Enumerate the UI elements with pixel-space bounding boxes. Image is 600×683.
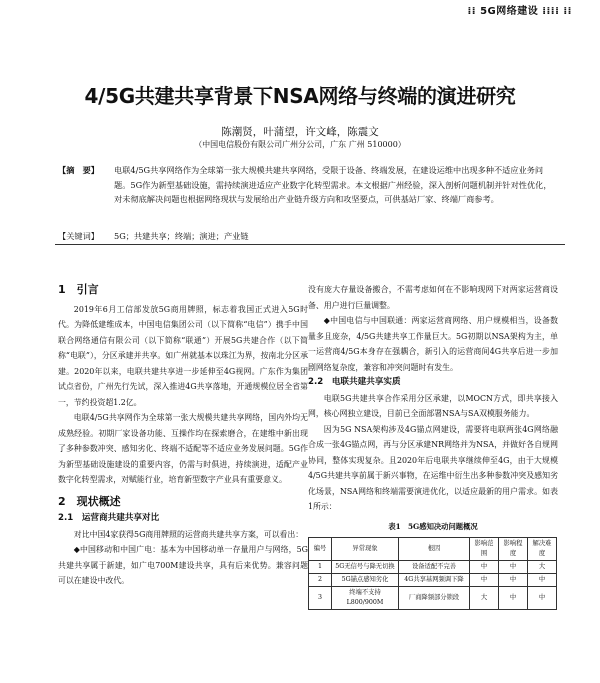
table-cell: 中 (470, 574, 499, 587)
table-cell: 1 (309, 561, 332, 574)
table-header-cell: 解决难度 (528, 538, 557, 561)
section-heading-intro: 1 引言 (58, 283, 99, 296)
abstract-text: 电联4/5G共享网络作为全球第一张大规模共建共享网络，受限于设备、终端发展，在建设运维中出现多种不适应业务问题。5G作为新型基础设施，需持续演进适应产业数字化转型需求。本文根据广州经验，深入剖析问题机制并针对性优化，对未彻底解决问题也根据网络现状与发展给出产业链升级方向和攻坚要点，可供基站厂家、终端厂商参考。 (114, 165, 552, 205)
table-caption: 表1 5G感知决动问题概况 (388, 521, 478, 531)
abstract-rule (55, 244, 565, 245)
paragraph: 因为5G NSA架构涉及4G锚点网建设，需要将电联两张4G网络融合成一张4G锚点网，再与分区承建NR网络并为NSA，并做好各自规网协同，整体实现复杂。且2020年后电联共享继续伸至4G，由于大规模4/5G共建共享前属于新兴事物，在运维中衍生出多种参数冲突及感知劣化场景，NSA网络和终端需要演进优化，以适应最新的用户需求。如表1所示： (308, 424, 558, 511)
table-header-cell: 异常现象 (332, 538, 399, 561)
table-row (309, 574, 557, 587)
table-cell: 中 (528, 587, 557, 610)
journal-header: ⁞⁞ 5G网络建设 ⁞⁞⁞⁞ ⁞⁞ (467, 6, 572, 17)
issue-table (308, 537, 557, 610)
table-header-row (309, 538, 557, 561)
table-cell: 5G无信号与降无切换 (332, 561, 399, 574)
table-cell: 2 (309, 574, 332, 587)
paragraph: 电联5G共建共享合作采用分区承建，以MOCN方式，即共享接入网，核心网独立建设，目前已全面部署NSA与SA双模服务能力。 (308, 393, 558, 418)
right-column (308, 282, 558, 610)
paragraph: 2019年6月工信部发放5G商用牌照，标志着我国正式进入5G时代。为降低建维成本，中国电信集团公司（以下简称“电信”）携手中国联合网络通信有限公司（以下简称“联通”）开展5G共建合作（以下简称“电联”），分区承建并共享。如广州就基本以珠江为界，按南北分区承建。2020年以来，电联共建共享进一步延伸至4G视网。广东作为集团试点省份，广州先行先试，深入推进4G共享落地，开通规模位居全省第一，节约投资超1.2亿。 (58, 304, 308, 407)
keywords-text: 5G；共建共享；终端；演进；产业链 (114, 231, 249, 241)
paragraph: ◆中国移动和中国广电：基本为中国移动单一存量用户与网络，5G共建共享属于新建，如广电700M建设共享，具有后来优势。兼容问题可以在建设中改代。 (58, 545, 308, 585)
subsection-heading-compare: 2.1 运营商共建共享对比 (58, 513, 160, 523)
table-cell: 4G共享基网频调下降 (399, 574, 470, 587)
table-cell: 大 (528, 561, 557, 574)
keywords-label: 【关键词】 (58, 231, 99, 241)
table-row (309, 587, 557, 610)
left-column (58, 282, 308, 589)
section-heading-status: 2 现状概述 (58, 494, 121, 508)
table-cell: 终端不支持L800/900M (332, 587, 399, 610)
abstract-label: 【摘 要】 (58, 165, 99, 175)
abstract-block (58, 163, 558, 207)
table-cell: 中 (499, 561, 528, 574)
table-cell: 中 (499, 587, 528, 610)
table-cell: 中 (470, 561, 499, 574)
table-header-cell: 影响范围 (470, 538, 499, 561)
table-cell: 3 (309, 587, 332, 610)
subsection-heading-essence: 2.2 电联共建共享实质 (308, 377, 401, 387)
table-header-cell: 根因 (399, 538, 470, 561)
table-header-cell: 编号 (309, 538, 332, 561)
table-row (309, 561, 557, 574)
table-cell: 中 (528, 574, 557, 587)
table-cell: 设备适配不完善 (399, 561, 470, 574)
paper-authors: 陈潮贤，叶蒲望，许文峰，陈震文 (221, 126, 379, 138)
paragraph: 电联4/5G共享网作为全球第一张大规模共建共享网络，国内外均无成熟经验。初期厂家设备功能、互操作均在探索磨合，在建维中新出现了多种参数冲突、感知劣化、终端不适配等不适应业务发展问题。5G作为新型基础设施建设的重要内容，仍需与时俱进，持续演进，适配产业数字化转型需求，对赋能行业，培育新型数字产业具有重要意义。 (58, 413, 308, 484)
table-header-cell: 影响程度 (499, 538, 528, 561)
paper-affiliation: （中国电信股份有限公司广州分公司，广东 广州 510000） (194, 140, 406, 149)
paper-title: 4/5G共建共享背景下NSA网络与终端的演进研究 (84, 84, 516, 108)
table-cell: 中 (499, 574, 528, 587)
paragraph: 没有庞大存量设备搬合，不需考虑如何在不影响现网下对两家运营商设备、用户进行巨量调整。 (308, 285, 558, 310)
paragraph: 对比中国4家获得5G商用牌照的运营商共建共享方案，可以看出： (73, 529, 304, 539)
table-cell: 厂商降频部分锁段 (399, 587, 470, 610)
table-cell: 大 (470, 587, 499, 610)
paragraph: ◆中国电信与中国联通：两家运营商网络、用户规模相当，设备数量多且庞杂，4/5G共建共享工作量巨大。5G初期以NSA架构为主，单一运营商4/5G本身存在强耦合，新引入的运营商间4G共享后进一步加剧网络复杂度，兼容和冲突问题时有发生。 (308, 316, 558, 372)
table-cell: 5G锚点感知劣化 (332, 574, 399, 587)
keywords-block (58, 231, 558, 242)
